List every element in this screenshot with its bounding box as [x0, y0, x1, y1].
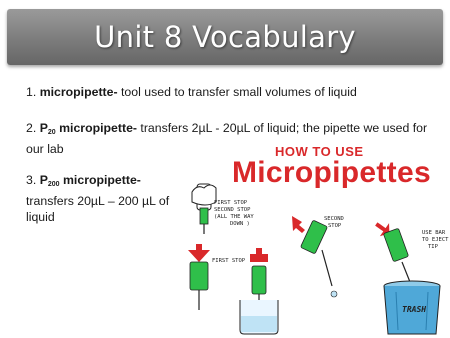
label-second-stop-a: SECOND — [324, 216, 344, 222]
item-term — [40, 173, 141, 187]
label-first-stop: FIRST STOP — [212, 258, 246, 264]
term-subscript: 20 — [47, 129, 56, 136]
label-all-the-way: (ALL THE WAY — [214, 214, 254, 220]
pipette-eject-icon — [372, 217, 410, 282]
item-number: 1. — [26, 85, 37, 99]
label-second-stop-b: SECOND STOP — [214, 207, 251, 213]
term-subscript: 200 — [47, 181, 60, 188]
label-second-stop-b: STOP — [328, 223, 342, 229]
hand-pressing-icon — [192, 184, 216, 234]
term-suffix: micropipette- — [59, 121, 137, 135]
item-definition: tool used to transfer small volumes of liquid — [121, 85, 357, 99]
title-bar — [7, 9, 443, 65]
vocab-item-2 — [26, 120, 436, 157]
trash-label: TRASH — [402, 305, 427, 314]
item-definition: transfers 2µL - 20µL of liquid; the pipette we used for our lab — [26, 121, 428, 156]
illustration-subheading: HOW TO USE — [275, 144, 364, 159]
illustration-heading: Micropipettes — [232, 156, 431, 189]
label-first-stop-a: FIRST STOP — [214, 200, 248, 206]
beaker-icon — [240, 248, 278, 334]
term-suffix: micropipette- — [63, 173, 141, 187]
item-definition: transfers 20µL – 200 µL of liquid — [26, 194, 170, 224]
term-prefix: P — [39, 173, 48, 187]
term-prefix: P — [39, 121, 48, 135]
slide-title: Unit 8 Vocabulary — [94, 20, 356, 54]
label-down: DOWN ) — [230, 221, 250, 227]
item-number: 2. — [26, 121, 37, 135]
vocab-item-1 — [26, 84, 436, 100]
item-number: 3. — [26, 173, 37, 187]
vocab-item-3 — [26, 172, 176, 225]
item-term: micropipette- — [39, 85, 118, 99]
micropipette-illustration — [170, 170, 450, 338]
label-eject-b: TO EJECT — [422, 237, 449, 243]
item-term — [40, 121, 137, 135]
label-eject-c: TIP — [428, 244, 438, 250]
pipette-first-stop-icon — [188, 244, 210, 310]
label-eject-a: USE BAR — [422, 230, 446, 236]
